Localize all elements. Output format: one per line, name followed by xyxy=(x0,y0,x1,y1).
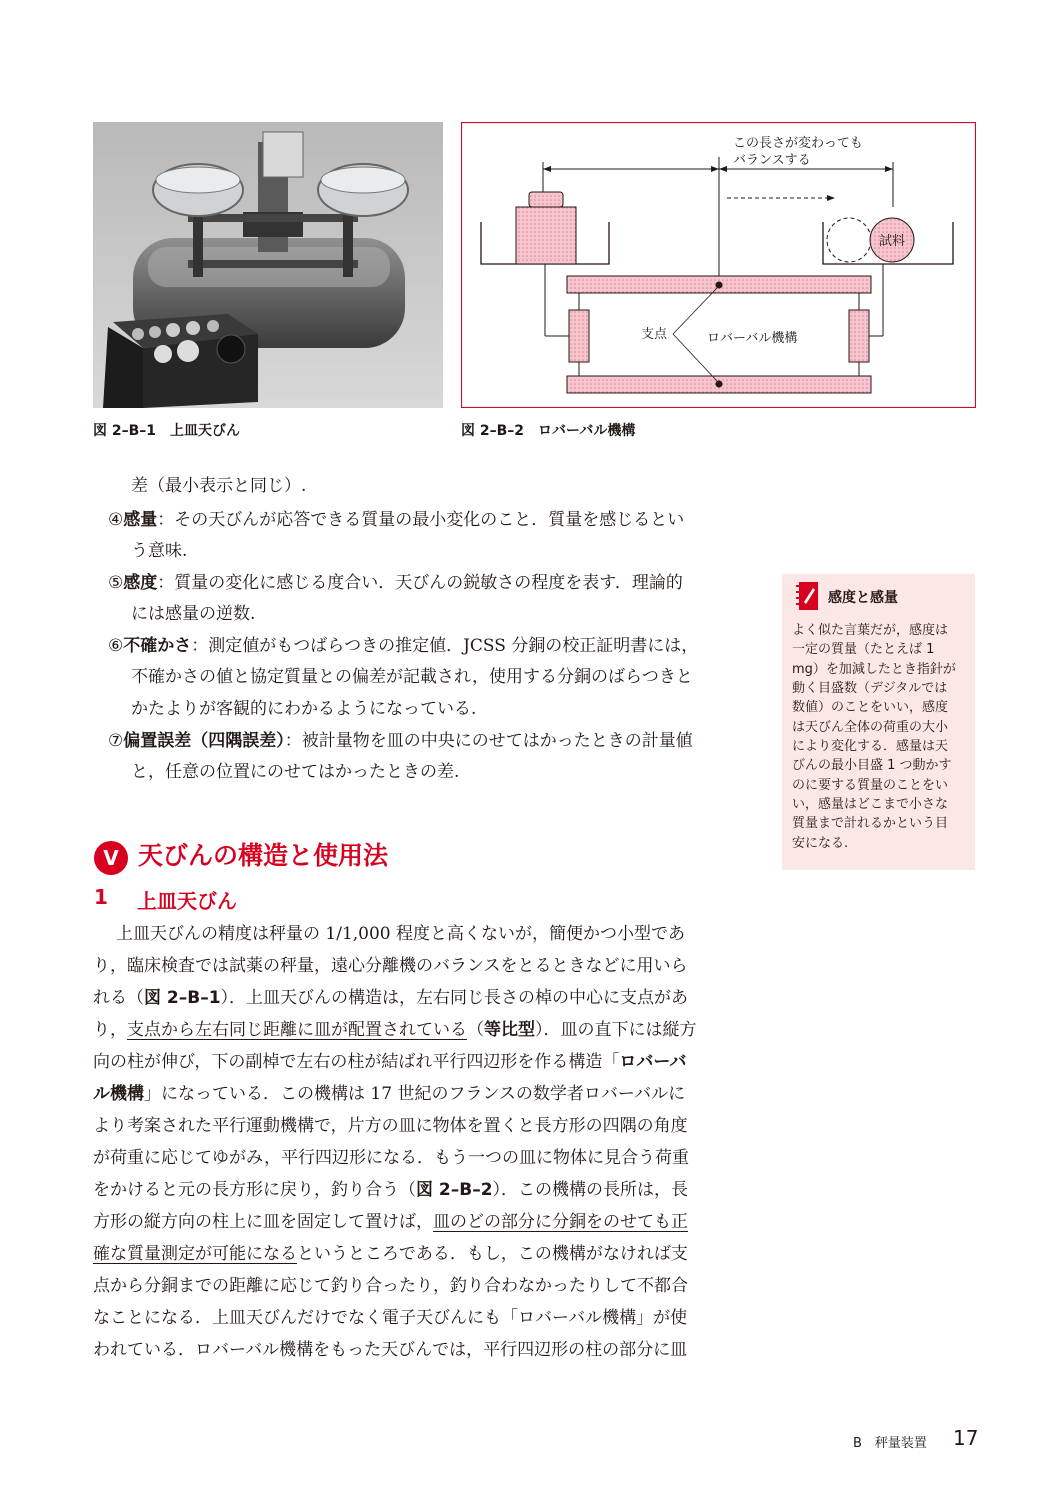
subsection-title: 上皿天びん xyxy=(137,889,237,913)
sidebar-line: により変化する．感量は天 xyxy=(792,739,949,754)
sidebar-line: mg）を加減したとき指針が xyxy=(792,662,956,677)
figure-caption-2-b-2: 図 2–B–2 ロバーバル機構 xyxy=(461,423,636,439)
para-line-10: 方形の縦方向の柱上に皿を固定して置けば，皿のどの部分に分銅をのせても正 xyxy=(93,1212,688,1232)
list-item-7: ⑦偏置誤差（四隅誤差）：被計量物を皿の中央にのせてはかったときの計量値 xyxy=(108,731,693,751)
para-line-5: 向の柱が伸び，下の副棹で左右の柱が結ばれ平行四辺形を作る構造「ロバーバ xyxy=(93,1052,687,1072)
section-badge: V xyxy=(94,841,128,875)
subsection-number: 1 xyxy=(94,885,108,909)
para-line-3: れる（図 2–B–1）．上皿天びんの構造は，左右同じ長さの棹の中心に支点があ xyxy=(93,988,689,1008)
sidebar-line: い，感量はどこまで小さな xyxy=(792,797,949,812)
list-line-0: 差（最小表示と同じ）. xyxy=(131,476,307,496)
balance-photo xyxy=(93,122,443,408)
para-line-4: り，支点から左右同じ距離に皿が配置されている（等比型）．皿の直下には縦方 xyxy=(93,1020,697,1040)
sidebar-line: 質量まで計れるかという目 xyxy=(792,816,949,831)
para-line-7: より考案された平行運動機構で，片方の皿に物体を置くと長方形の四隅の角度 xyxy=(93,1116,688,1136)
diagram-fulcrum-label: 支点 xyxy=(641,327,668,342)
roberval-diagram xyxy=(461,122,976,408)
para-line-8: が荷重に応じてゆがみ，平行四辺形になる．もう一つの皿に物体に見合う荷重 xyxy=(93,1148,690,1168)
para-line-11: 確な質量測定が可能になるというところである．もし，この機構がなければ支 xyxy=(93,1244,688,1264)
figure-ref-2-b-1: 図 2–B–1 xyxy=(144,988,221,1008)
term-kando: 感度 xyxy=(123,573,158,593)
sidebar-line: 安になる. xyxy=(792,836,849,851)
sidebar-line: 数値）のことをいい，感度 xyxy=(792,700,949,715)
para-line-13: なことになる．上皿天びんだけでなく電子天びんにも「ロバーバル機構」が使 xyxy=(93,1308,688,1328)
term-uncertainty: 不確かさ xyxy=(123,636,192,656)
sidebar-line: よく似た言葉だが，感度は xyxy=(792,623,949,638)
term-kanryo: 感量 xyxy=(123,510,158,530)
list-item-4-cont: う意味. xyxy=(131,541,188,561)
list-item-5-cont: には感量の逆数. xyxy=(131,604,256,624)
list-item-5: ⑤感度：質量の変化に感じる度合い．天びんの鋭敏さの程度を表す．理論的 xyxy=(108,573,683,593)
sidebar-title: 感度と感量 xyxy=(828,590,898,606)
section-title: 天びんの構造と使用法 xyxy=(138,841,389,870)
diagram-sample-label: 試料 xyxy=(879,234,906,249)
notebook-pen-icon xyxy=(796,582,818,610)
para-line-9: をかけると元の長方形に戻り，釣り合う（図 2–B–2）．この機構の長所は，長 xyxy=(93,1180,689,1200)
sidebar-line: びんの最小目盛 1 つ動かす xyxy=(792,758,952,773)
para-line-1: 上皿天びんの精度は秤量の 1/1,000 程度と高くないが，簡便かつ小型であ xyxy=(116,924,686,944)
page-number: 17 xyxy=(953,1426,979,1450)
footer-section: B 秤量装置 xyxy=(853,1436,927,1451)
sidebar-line: 一定の質量（たとえば 1 xyxy=(792,642,935,657)
sidebar-line: は天びん全体の荷重の大小 xyxy=(792,720,949,735)
list-item-4: ④感量：その天びんが応答できる質量の最小変化のこと．質量を感じるとい xyxy=(108,510,685,530)
list-item-6-cont-1: 不確かさの値と協定質量との偏差が記載され，使用する分銅のばらつきと xyxy=(131,667,693,687)
sidebar-line: のに要する質量のことをい xyxy=(792,778,949,793)
diagram-mechanism-label: ロバーバル機構 xyxy=(707,331,798,346)
figure-caption-2-b-1: 図 2–B–1 上皿天びん xyxy=(93,423,241,439)
diagram-top-note-2: バランスする xyxy=(733,153,811,168)
list-item-6: ⑥不確かさ：測定値がもつばらつきの推定値．JCSS 分銅の校正証明書には， xyxy=(108,636,699,656)
para-line-6: ル機構」になっている．この機構は 17 世紀のフランスの数学者ロバーバルに xyxy=(93,1084,686,1104)
term-corner-error: 偏置誤差（四隅誤差） xyxy=(123,731,285,751)
list-item-6-cont-2: かたよりが客観的にわかるようになっている. xyxy=(131,699,477,719)
sidebar-line: 動く目盛数（デジタルでは xyxy=(792,681,948,696)
figure-ref-2-b-2: 図 2–B–2 xyxy=(416,1180,493,1200)
diagram-top-note-1: この長さが変わっても xyxy=(733,136,863,151)
para-line-12: 点から分銅までの距離に応じて釣り合ったり，釣り合わなかったりして不都合 xyxy=(93,1276,688,1296)
para-line-14: われている．ロバーバル機構をもった天びんでは，平行四辺形の柱の部分に皿 xyxy=(93,1340,688,1360)
list-item-7-cont: と，任意の位置にのせてはかったときの差. xyxy=(131,762,460,782)
para-line-2: り，臨床検査では試薬の秤量，遠心分離機のバランスをとるときなどに用いら xyxy=(93,956,688,976)
